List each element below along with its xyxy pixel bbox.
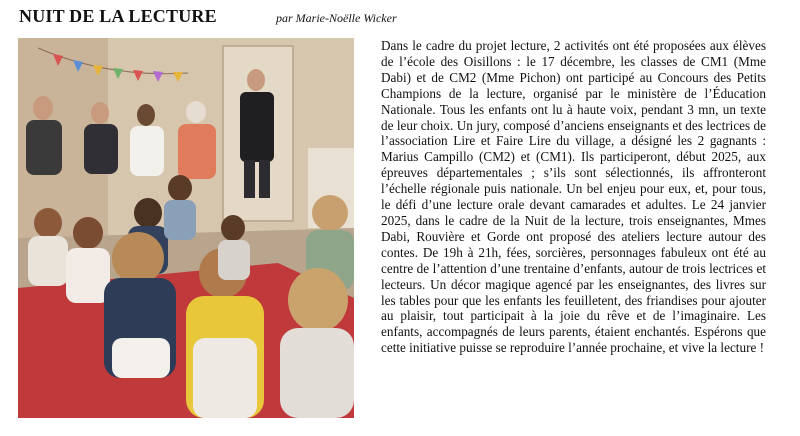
author-byline: par Marie-Noëlle Wicker: [276, 11, 397, 25]
article-body: Dans le cadre du projet lecture, 2 activités ont été proposées aux élèves de l’école des Oisillons : le 17 décembre, les classes de CM1 (Mme Dabi) et de CM2 (Mme Pichon) ont participé au Concours des Petits Champions de la lecture, organisé par le ministère de l’Éducation Nationale. Tous les enfants ont lu à haute voix, pendant 3 mn, un texte de leur choix. Un jury, composé d’anciens enseignants et des lectrices de l’association Lire et Faire Lire du village, a désigné les 2 gagnants : Marius Campillo (CM2) et (CM1). Ils participeront, début 2025, aux épreuves départementales ; s’ils sont sélectionnés, ils affronteront l’échelle régionale puis nationale. Un bel enjeu pour eux, et, pour tous, le défi d’une lecture orale devant camarades et adultes. Le 24 janvier 2025, dans le cadre de la Nuit de la lecture, trois enseignantes, Mmes Dabi, Rouvière et Gorde ont proposé des ateliers lecture autour des contes. De 19h à 21h, fées, sorcières, personnages fabuleux ont été au centre de l’attention d’une trentaine d’enfants, autour de trois lectrices et lecteurs. Un décor magique agencé par les enseignantes, des livres sur les tables pour que les enfants les feuilletent, des friandises pour ajouter au plaisir, tout participait à la joie du rêve et de l’imaginaire. Les enfants, accompagnés de leurs parents, étaient enchantés. Espérons que cette initiative puisse se reproduire l’année prochaine, et vive la lecture !: [381, 38, 766, 356]
event-photo: [18, 38, 354, 418]
article-title: NUIT DE LA LECTURE: [19, 6, 217, 26]
